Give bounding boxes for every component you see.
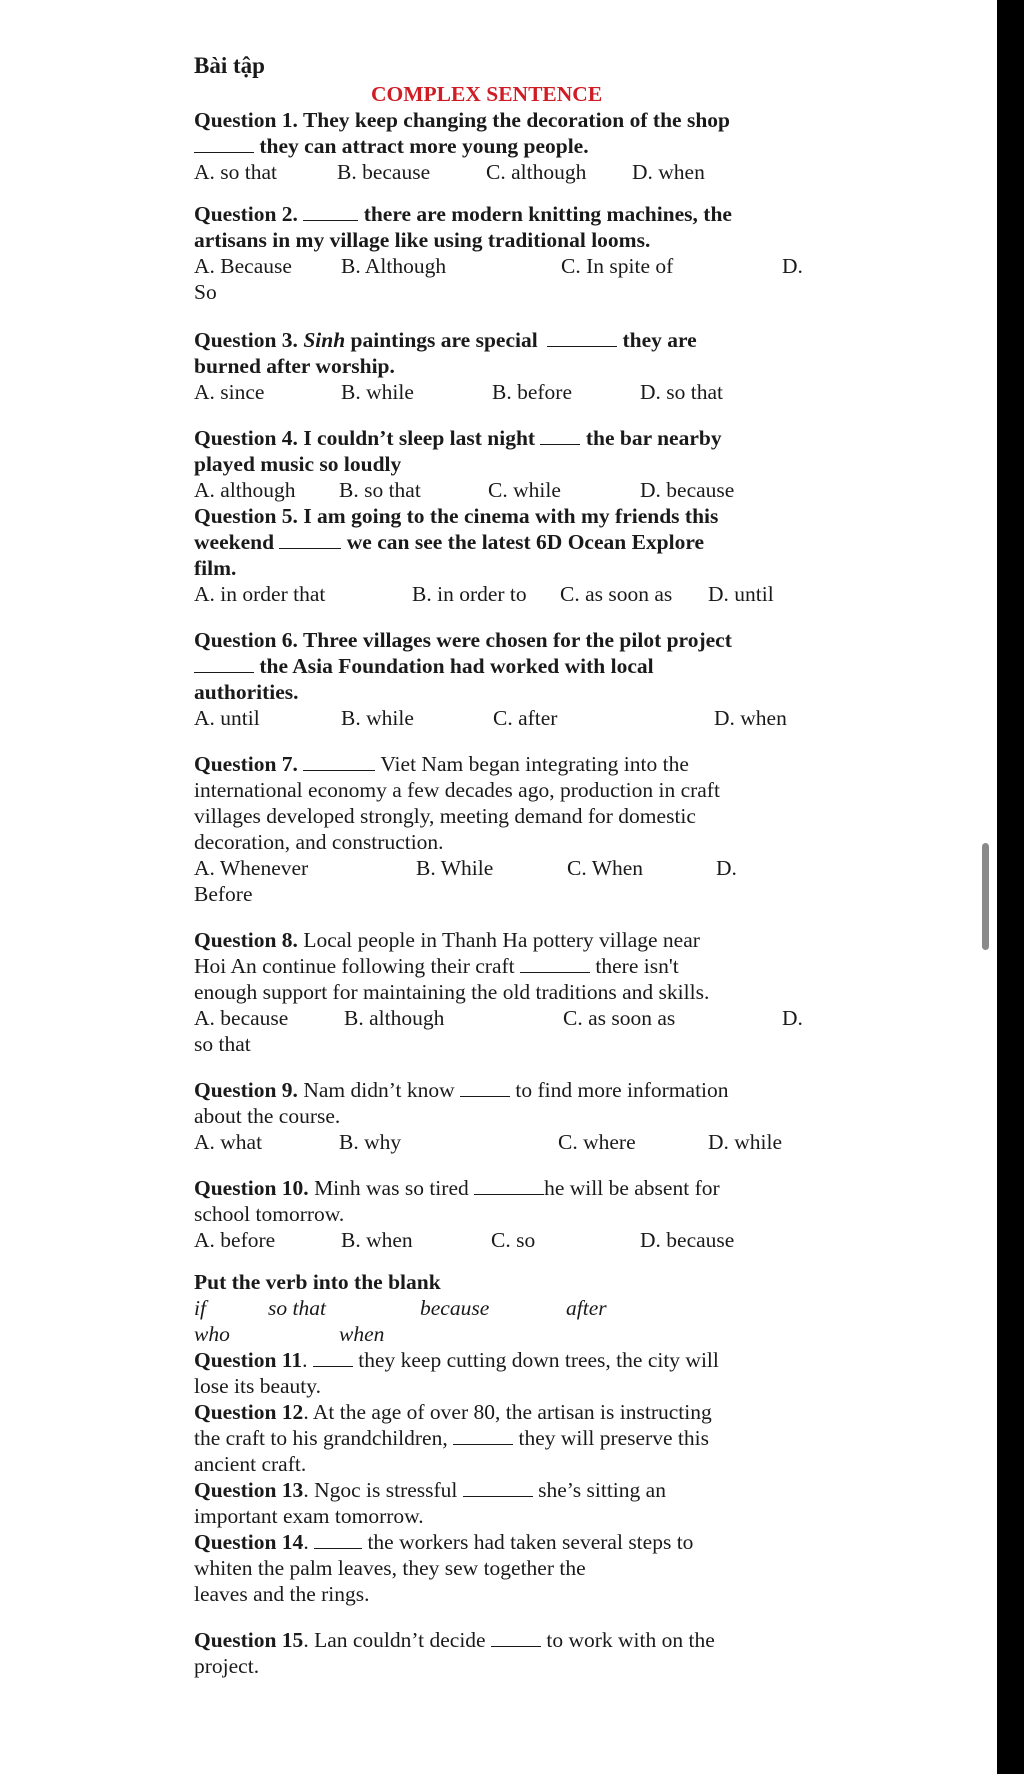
option-d[interactable]: D. when <box>714 706 787 730</box>
question-text: played music so loudly <box>194 452 402 476</box>
question-label: Question 12 <box>194 1400 304 1424</box>
option-d[interactable]: D. because <box>640 478 735 502</box>
question-text: paintings are special <box>350 328 538 352</box>
scrollbar-thumb[interactable] <box>982 843 989 950</box>
question-text: project. <box>194 1654 260 1678</box>
question-text: the craft to his grandchildren, <box>194 1426 448 1450</box>
answer-blank[interactable] <box>194 134 254 153</box>
question-label: Question 4. <box>194 426 298 450</box>
question-label: Question 2. <box>194 202 298 226</box>
question-text: I am going to the cinema with my friends this <box>303 504 719 528</box>
question-label: Question 11 <box>194 1348 303 1372</box>
question-label: Question 9. <box>194 1078 298 1102</box>
option-c[interactable]: C. as soon as <box>563 1006 676 1030</box>
option-d-text[interactable]: so that <box>194 1032 251 1056</box>
option-b[interactable]: B. in order to <box>412 582 527 606</box>
option-a[interactable]: A. what <box>194 1130 263 1154</box>
option-a[interactable]: A. until <box>194 706 260 730</box>
question-text: weekend <box>194 530 275 554</box>
word-bank-item: when <box>339 1322 385 1346</box>
question-text: the Asia Foundation had worked with local <box>259 654 654 678</box>
option-d[interactable]: D. <box>782 1006 803 1030</box>
heading: Bài tập <box>194 53 265 78</box>
answer-blank[interactable] <box>303 752 375 771</box>
answer-blank[interactable] <box>279 530 341 549</box>
question-text: there isn't <box>595 954 679 978</box>
question-text: Lan couldn’t decide <box>314 1628 486 1652</box>
option-b[interactable]: B. while <box>341 380 414 404</box>
option-a[interactable]: A. before <box>194 1228 276 1252</box>
answer-blank[interactable] <box>313 1348 353 1367</box>
question-label: Question 3. <box>194 328 298 352</box>
option-c[interactable]: B. before <box>492 380 572 404</box>
option-c[interactable]: C. as soon as <box>560 582 673 606</box>
answer-blank[interactable] <box>303 202 358 221</box>
option-d[interactable]: D. <box>716 856 737 880</box>
option-b[interactable]: B. why <box>339 1130 402 1154</box>
option-d[interactable]: D. while <box>708 1130 783 1154</box>
option-a[interactable]: A. Whenever <box>194 856 309 880</box>
section-heading: Put the verb into the blank <box>194 1270 441 1294</box>
question-text: I couldn’t sleep last night <box>303 426 536 450</box>
answer-blank[interactable] <box>547 328 617 347</box>
question-label: Question 13 <box>194 1478 304 1502</box>
question-text: leaves and the rings. <box>194 1582 370 1606</box>
question-text: enough support for maintaining the old traditions and skills. <box>194 980 710 1004</box>
answer-blank[interactable] <box>453 1426 513 1445</box>
question-text: the workers had taken several steps to <box>367 1530 694 1554</box>
answer-blank[interactable] <box>194 654 254 673</box>
option-d-text[interactable]: Before <box>194 882 253 906</box>
option-d[interactable]: D. because <box>640 1228 735 1252</box>
question-text: Nam didn’t know <box>303 1078 455 1102</box>
option-c[interactable]: C. although <box>486 160 587 184</box>
word-bank-item: who <box>194 1322 230 1346</box>
option-c[interactable]: C. after <box>493 706 558 730</box>
question-text: to work with on the <box>546 1628 715 1652</box>
question-text: they are <box>622 328 697 352</box>
question-text: Minh was so tired <box>314 1176 469 1200</box>
question-text: Ngoc is stressful <box>314 1478 458 1502</box>
question-label: Question 15 <box>194 1628 304 1652</box>
question-text: film. <box>194 556 237 580</box>
option-b[interactable]: B. so that <box>339 478 421 502</box>
question-label: Question 6. <box>194 628 298 652</box>
question-text: They keep changing the decoration of the shop <box>302 108 730 132</box>
question-label: Question 5. <box>194 504 298 528</box>
answer-blank[interactable] <box>474 1176 544 1195</box>
option-c[interactable]: C. where <box>558 1130 636 1154</box>
option-a[interactable]: A. since <box>194 380 265 404</box>
word-bank-item: so that <box>268 1296 326 1320</box>
question-text: burned after worship. <box>194 354 395 378</box>
option-b[interactable]: B. although <box>344 1006 445 1030</box>
answer-blank[interactable] <box>463 1478 533 1497</box>
option-a[interactable]: A. so that <box>194 160 278 184</box>
option-b[interactable]: B. Although <box>341 254 447 278</box>
option-b[interactable]: B. while <box>341 706 414 730</box>
question-text: they can attract more young people. <box>259 134 589 158</box>
answer-blank[interactable] <box>460 1078 510 1097</box>
option-c[interactable]: C. so <box>491 1228 536 1252</box>
option-c[interactable]: C. while <box>488 478 561 502</box>
document-title: COMPLEX SENTENCE <box>371 82 603 106</box>
word-bank-item: because <box>420 1296 490 1320</box>
option-d[interactable]: D. so that <box>640 380 724 404</box>
question-text: Hoi An continue following their craft <box>194 954 515 978</box>
question-text: villages developed strongly, meeting demand for domestic <box>194 804 696 828</box>
question-text: they keep cutting down trees, the city will <box>358 1348 719 1372</box>
question-text: ancient craft. <box>194 1452 307 1476</box>
answer-blank[interactable] <box>491 1628 541 1647</box>
question-text: he will be absent for <box>544 1176 720 1200</box>
question-label: Question 7. <box>194 752 298 776</box>
question-text: the bar nearby <box>585 426 722 450</box>
question-text: they will preserve this <box>518 1426 709 1450</box>
answer-blank[interactable] <box>520 954 590 973</box>
question-label: Question 10. <box>194 1176 309 1200</box>
question-text: about the course. <box>194 1104 341 1128</box>
question-text: there are modern knitting machines, the <box>363 202 732 226</box>
question-label: Question 14 <box>194 1530 304 1554</box>
question-text: school tomorrow. <box>194 1202 345 1226</box>
dark-side-band <box>997 0 1024 1774</box>
question-text: lose its beauty. <box>194 1374 321 1398</box>
option-b[interactable]: B. While <box>416 856 494 880</box>
question-text: to find more information <box>515 1078 729 1102</box>
option-a[interactable]: A. although <box>194 478 296 502</box>
option-d[interactable]: D. until <box>708 582 774 606</box>
option-c[interactable]: C. When <box>567 856 644 880</box>
question-label: Question 8. <box>194 928 298 952</box>
option-d[interactable]: D. <box>782 254 803 278</box>
question-text: At the age of over 80, the artisan is instructing <box>312 1400 712 1424</box>
question-text: artisans in my village like using traditional looms. <box>194 228 651 252</box>
option-a[interactable]: A. Because <box>194 254 292 278</box>
answer-blank[interactable] <box>540 426 580 445</box>
question-text: Local people in Thanh Ha pottery village near <box>303 928 700 952</box>
question-text: she’s sitting an <box>538 1478 666 1502</box>
word-bank-item: if <box>194 1296 206 1320</box>
question-text: international economy a few decades ago, production in craft <box>194 778 720 802</box>
option-b[interactable]: B. because <box>337 160 431 184</box>
question-text: authorities. <box>194 680 299 704</box>
question-text: we can see the latest 6D Ocean Explore <box>346 530 705 554</box>
word-bank-item: after <box>566 1296 607 1320</box>
question-text: decoration, and construction. <box>194 830 444 854</box>
option-d-text[interactable]: So <box>194 280 217 304</box>
question-text-italic: Sinh <box>303 328 346 352</box>
option-b[interactable]: B. when <box>341 1228 413 1252</box>
question-text: important exam tomorrow. <box>194 1504 424 1528</box>
option-a[interactable]: A. in order that <box>194 582 326 606</box>
option-d[interactable]: D. when <box>632 160 705 184</box>
option-c[interactable]: C. In spite of <box>561 254 674 278</box>
question-text: Three villages were chosen for the pilot project <box>302 628 732 652</box>
question-text: Viet Nam began integrating into the <box>380 752 689 776</box>
answer-blank[interactable] <box>314 1530 362 1549</box>
question-label: Question 1. <box>194 108 298 132</box>
option-a[interactable]: A. because <box>194 1006 289 1030</box>
question-text: whiten the palm leaves, they sew together the <box>194 1556 586 1580</box>
